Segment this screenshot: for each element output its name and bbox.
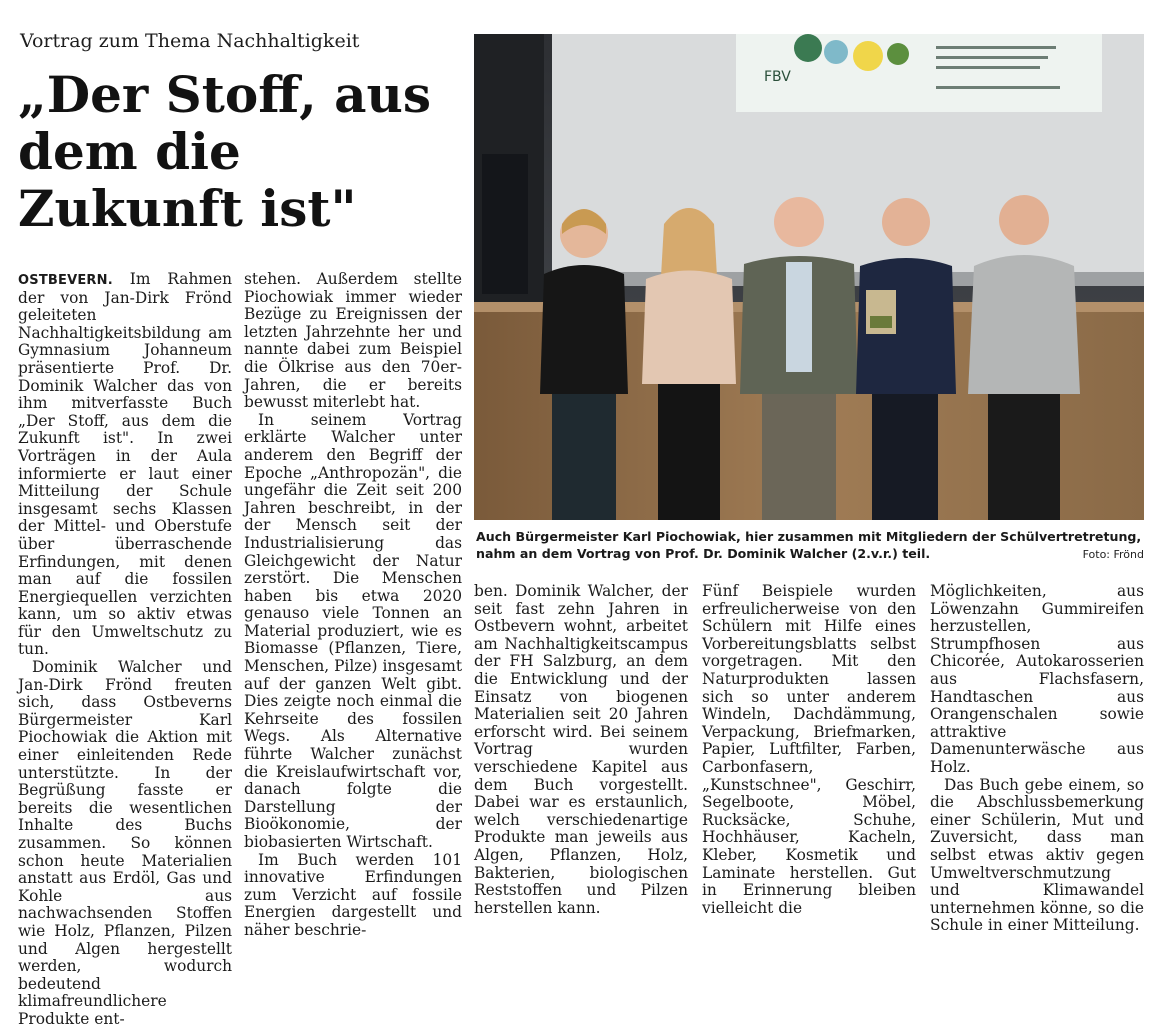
group-photo bbox=[474, 34, 1144, 520]
paragraph: In seinem Vortrag erklärte Walcher unter anderem den Begriff der Epoche „Anthropozän", die ungefähr die Zeit seit 200 Jahren beschreibt, in der der Mensch seit der Industrialisierung das Gleichgewicht der Natur zerstört. Die Menschen haben bis etwa 2020 genauso viele Tonnen an Material produziert, wie es Biomasse (Pflanzen, Tiere, Menschen, Pilze) insgesamt auf der ganzen Welt gibt. Dies zeigte noch einmal die Kehrseite des fossilen Wegs. Als Alternative führte Walcher zunächst die Kreislaufwirtschaft vor, danach folgte die Darstellung der Bioökonomie, der biobasierten Wirtschaft. bbox=[244, 410, 462, 851]
headline-line: dem die bbox=[18, 122, 241, 181]
text-column-4 bbox=[702, 583, 916, 917]
headline-line: „Der Stoff, aus bbox=[18, 65, 431, 124]
text-column-1 bbox=[18, 271, 232, 1029]
headline-line: Zukunft ist" bbox=[18, 179, 357, 238]
photo-caption: Auch Bürgermeister Karl Piochowiak, hier zusammen mit Mitgliedern der Schülvertretretung, nahm an dem Vortrag von Prof. Dr. Dominik Walcher (2.v.r.) teil. bbox=[476, 529, 1142, 561]
kicker: Vortrag zum Thema Nachhaltigkeit bbox=[20, 30, 360, 52]
paragraph-text: Im Rahmen der von Jan-Dirk Frönd geleiteten Nachhaltigkeitsbildung am Gymnasium Johanneum präsentierte Prof. Dr. Dominik Walcher das von ihm mitverfasste Buch „Der Stoff, aus dem die Zukunft ist". In zwei Vorträgen in der Aula informierte er laut einer Mitteilung der Schule insgesamt sechs Klassen der Mittel- und Oberstufe über überraschende Erfindungen, mit denen man auf die fossilen Energiequellen verzichten kann, um so aktiv etwas für den Umweltschutz zu tun. bbox=[18, 270, 232, 659]
headline bbox=[18, 66, 458, 237]
paragraph bbox=[18, 271, 232, 659]
slide-label: FBV bbox=[764, 69, 791, 85]
paragraph: Das Buch gebe einem, so die Abschlussbemerkung einer Schülerin, Mut und Zuversicht, dass man selbst etwas aktiv gegen Umweltverschmutzung und Klimawandel unternehmen könne, so die Schule in einer Mitteilung. bbox=[930, 775, 1144, 935]
presentation-slide bbox=[736, 34, 1102, 112]
photo-credit: Foto: Frönd bbox=[1082, 548, 1144, 561]
paragraph: Möglichkeiten, aus Löwenzahn Gummireifen herzustellen, Strumpfhosen aus Chicorée, Autokarosserien aus Flachsfasern, Handtaschen aus Orangenschalen sowie attraktive Damenunterwäsche aus Holz. bbox=[930, 582, 1144, 776]
paragraph: Im Buch werden 101 innovative Erfindungen zum Verzicht auf fossile Energien dargestellt und näher beschrie- bbox=[244, 850, 462, 939]
dateline: OSTBEVERN. bbox=[18, 273, 113, 288]
text-column-3 bbox=[474, 583, 688, 917]
text-column-2 bbox=[244, 271, 462, 940]
paragraph: Fünf Beispiele wurden erfreulicherweise von den Schülern mit Hilfe eines Vorbereitungsblatts selbst vorgetragen. Mit den Naturprodukten lassen sich so unter anderem Windeln, Dachdämmung, Verpackung, Briefmarken, Papier, Luftfilter, Farben, Carbonfasern, „Kunstschnee", Geschirr, Segelboote, Möbel, Rucksäcke, Schuhe, Hochhäuser, Kacheln, Kleber, Kosmetik und Laminate herstellen. Gut in Erinnerung bleiben vielleicht die bbox=[702, 582, 916, 917]
text-column-5 bbox=[930, 583, 1144, 935]
paragraph: stehen. Außerdem stellte Piochowiak immer wieder Bezüge zu Ereignissen der letzten Jahrzehnte her und nannte dabei zum Beispiel die Ölkrise aus den 70er-Jahren, die er bereits bewusst miterlebt hat. bbox=[244, 270, 462, 412]
paragraph: ben. Dominik Walcher, der seit fast zehn Jahren in Ostbevern wohnt, arbeitet am Nachhaltigkeitscampus der FH Salzburg, an dem die Entwicklung und der Einsatz von biogenen Materialien seit 20 Jahren erforscht wird. Bei seinem Vortrag wurden verschiedene Kapitel aus dem Buch vorgestellt. Dabei war es erstaunlich, welch verschiedenartige Produkte man jeweils aus Algen, Pflanzen, Holz, Bakterien, biologischen Reststoffen und Pilzen herstellen kann. bbox=[474, 582, 688, 917]
group-photo-illustration bbox=[474, 34, 1144, 520]
paragraph: Dominik Walcher und Jan-Dirk Frönd freuten sich, dass Ostbeverns Bürgermeister Karl Piochowiak die Aktion mit einer einleitenden Rede unterstützte. In der Begrüßung fasste er bereits die wesentlichen Inhalte des Buchs zusammen. So können schon heute Materialien anstatt aus Erdöl, Gas und Kohle aus nachwachsenden Stoffen wie Holz, Pflanzen, Pilzen und Algen hergestellt werden, wodurch bedeutend klimafreundlichere Produkte ent- bbox=[18, 658, 232, 1028]
